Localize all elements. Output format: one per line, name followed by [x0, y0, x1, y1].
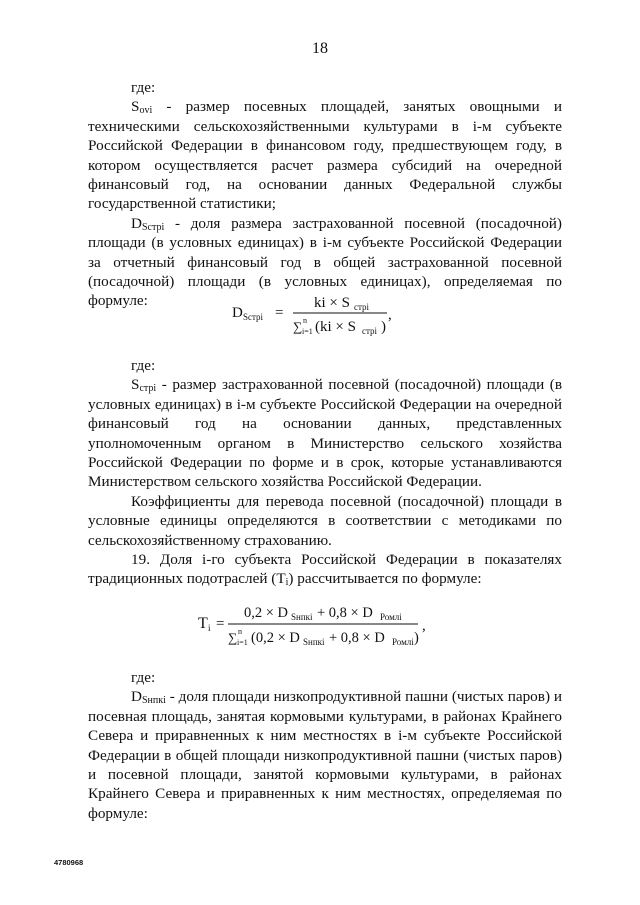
formula2-sum-lower: i=1: [237, 638, 248, 647]
page-number: 18: [312, 40, 328, 57]
paragraph-19-subscript: i: [285, 577, 289, 589]
formula2-close-paren: ): [414, 630, 419, 646]
formula2-lhs-subscript: i: [208, 623, 211, 633]
symbol-s-subscript: ovi: [139, 105, 153, 117]
where-label-2: где:: [131, 357, 156, 374]
formula2-sum-sign: ∑: [228, 630, 238, 645]
formula1-denominator-subscript: стрi: [362, 326, 378, 336]
formula2-numerator-a: 0,2 × D: [244, 605, 289, 621]
formula1-sum-upper: n: [303, 316, 307, 325]
definition-s-ovi-text: - размер посевных площадей, занятых овощными и техническими сельскохозяйственными культурами в i-м субъекте Российской Федерации в финансовом году, предшествующем году, в котором осуществляется расчет размера субсидий на очередной финансовый год, на основании данных Федеральной службы государственной статистики;: [88, 98, 562, 213]
formula1-lhs-subscript: Sстрi: [243, 312, 264, 322]
symbol-s-str-subscript: стрi: [139, 383, 157, 395]
formula1-close-paren: ): [381, 319, 386, 335]
symbol-d-subscript: Sстрi: [141, 221, 165, 233]
formula2-denominator-a: (0,2 × D: [251, 630, 300, 646]
definitions-block-2: [88, 356, 562, 589]
formula2-sum-upper: n: [238, 627, 242, 636]
formula2-lhs: T: [198, 615, 208, 632]
definition-d-snpki: [88, 687, 562, 823]
formula2-denominator-b-subscript: Ромлi: [392, 637, 414, 647]
definition-s-ovi: [88, 97, 562, 213]
formula2-denominator-a-subscript: Sнпкi: [303, 637, 325, 647]
symbol-d: D: [131, 214, 142, 232]
formula2-numerator-a-subscript: Sнпкi: [291, 612, 313, 622]
formula-d-stri-svg: [230, 290, 430, 336]
formula1-numerator: ki × S: [314, 295, 350, 311]
definitions-block-3: [88, 668, 562, 823]
formula1-lhs: D: [232, 305, 243, 321]
definition-s-stri: [88, 375, 562, 491]
formula-t-i: [196, 600, 456, 653]
formula2-numerator-b: + 0,8 × D: [317, 605, 373, 621]
coefficients-paragraph: Коэффициенты для перевода посевной (посадочной) площади в условные единицы определяются в соответствии с методиками по сельскохозяйственному страхованию.: [88, 492, 562, 549]
definition-s-stri-text: - размер застрахованной посевной (посадочной) площади (в условных единицах) в i-м субъекте Российской Федерации на очередной финансовый год на основании данных, представленных уполномоченным органом в Министерство сельского хозяйства Российской Федерации по форме и в срок, которые устанавливаются Министерством сельского хозяйства Российской Федерации.: [88, 376, 562, 491]
formula2-equals: =: [216, 616, 225, 632]
formula1-numerator-subscript: стрi: [354, 302, 370, 312]
where-label-1: где:: [131, 79, 156, 96]
definitions-block-1: [88, 78, 562, 311]
symbol-d-snpk: D: [131, 688, 142, 706]
formula-t-i-svg: [196, 600, 456, 648]
symbol-s-str: S: [131, 376, 140, 394]
formula2-comma: ,: [422, 618, 426, 634]
formula-d-stri: [230, 290, 430, 341]
definition-d-strі-text: - доля размера застрахованной посевной (посадочной) площади (в условных единицах) в i-м субъекте Российской Федерации за отчетный финансовый год в общей застрахованной посевной (посадочной) площади (в условных единицах), определяемая по формуле:: [88, 214, 562, 310]
paragraph-19-text-end: ) рассчитывается по формуле:: [288, 570, 482, 588]
formula1-sum-sign: ∑: [293, 319, 303, 334]
symbol-s: S: [131, 98, 140, 116]
formula1-denominator: (ki × S: [315, 319, 356, 335]
document-number: 4780968: [54, 858, 84, 867]
formula2-denominator-b: + 0,8 × D: [329, 630, 385, 646]
paragraph-19-text: 19. Доля i-го субъекта Российской Федерации в показателях традиционных подотраслей (T: [88, 551, 562, 588]
definition-d-snpki-text: - доля площади низкопродуктивной пашни (чистых паров) и посевная площадь, занятая кормовыми культурами, в районах Крайнего Севера и приравненных к ним местностях в i-м субъекте Российской Федерации в общей площади низкопродуктивной пашни (чистых паров) и посевной площади, занятой кормовыми культурами, в районах Крайнего Севера и приравненных к ним местностях, определяемая по формуле:: [88, 688, 562, 822]
formula1-sum-lower: i=1: [302, 327, 313, 336]
formula1-equals: =: [275, 305, 284, 321]
where-label-3: где:: [131, 669, 156, 686]
paragraph-19: [88, 550, 562, 589]
symbol-d-snpk-subscript: Sнпкi: [141, 695, 166, 707]
formula1-comma: ,: [388, 307, 392, 323]
formula2-numerator-b-subscript: Ромлi: [380, 612, 402, 622]
